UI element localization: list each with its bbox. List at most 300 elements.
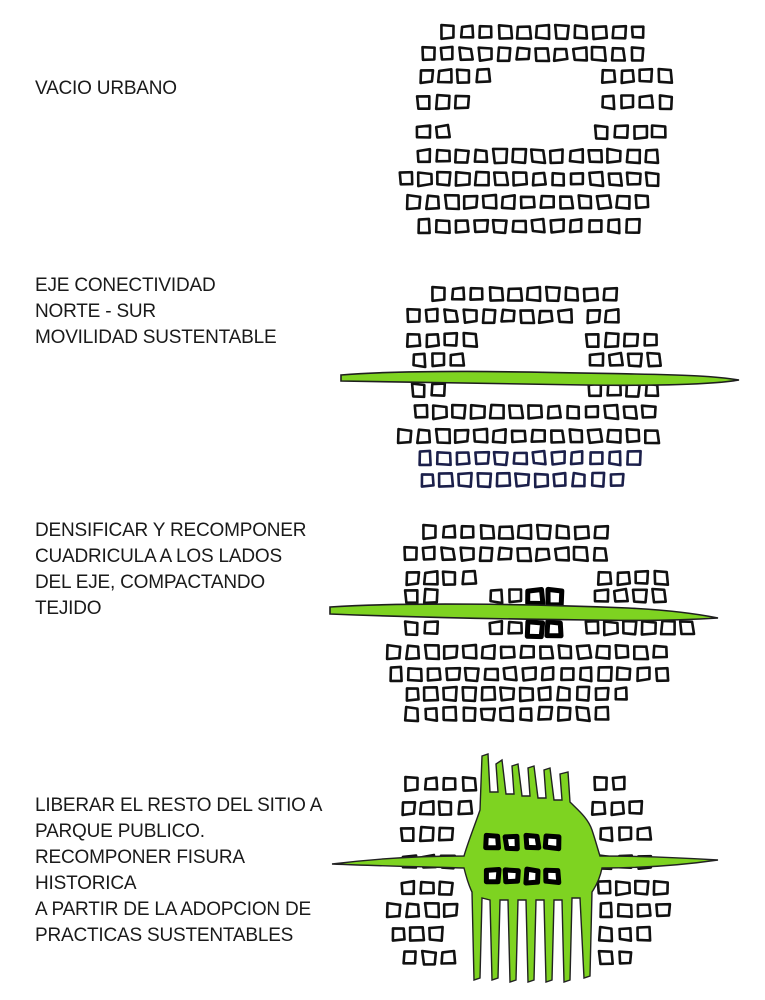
block-square [446,668,460,680]
block-square [571,451,582,464]
block-square [442,951,456,964]
block-square [623,621,636,634]
block-square [545,836,559,849]
block-square [433,406,447,420]
block-square [590,354,603,366]
block-square [548,406,561,418]
block-square [572,473,584,486]
block-square [490,621,502,634]
block-square [490,405,504,418]
block-square [628,354,642,367]
block-square [599,927,612,941]
block-square [439,828,453,840]
block-square [584,288,598,301]
block-square [439,802,451,815]
block-square [405,777,417,791]
block-square [602,70,615,83]
block-square [426,196,439,209]
block-square [420,801,433,814]
block-square [536,549,549,561]
caption-line: HISTORICA [35,873,137,894]
block-square [660,95,672,109]
block-square [621,96,633,109]
block-square [624,407,637,419]
block-square [465,668,479,681]
block-square [609,451,620,465]
block-square [425,645,439,659]
sketch-parque-publico [330,752,725,992]
block-square [500,707,513,721]
block-square [423,525,435,539]
block-square [498,48,510,61]
block-square [598,667,611,681]
block-square [497,473,510,486]
block-square [533,451,546,464]
block-square [586,621,598,633]
block-square [427,334,439,347]
block-square [425,778,437,790]
block-square [601,828,613,841]
block-square [659,69,672,83]
block-square [614,589,628,601]
block-square [455,150,468,163]
block-square [632,27,643,38]
block-square [482,645,495,658]
block-square [577,707,590,721]
block-square [604,405,618,419]
block-square [502,195,515,208]
block-square [636,571,648,583]
block-square [532,430,545,442]
block-square [589,220,601,232]
block-square [553,173,564,185]
block-square [509,590,521,603]
block-square [463,645,476,658]
block-square [471,288,483,300]
block-square [619,828,631,841]
block-square [551,219,564,232]
block-square [554,49,567,61]
block-square [638,927,651,940]
block-square [541,196,554,208]
block-square [609,353,623,365]
block-square [481,709,495,721]
block-square [557,687,569,700]
block-square [452,288,464,300]
block-square [493,149,507,163]
block-square [424,571,437,584]
block-square [548,589,562,605]
block-square [505,870,518,882]
caption-line: DEL EJE, COMPACTANDO [35,572,266,593]
block-square [485,669,498,680]
block-square [654,646,667,657]
block-square [608,219,619,233]
block-square [445,333,457,345]
block-square [444,646,457,659]
block-square [528,405,541,418]
block-square [526,869,538,883]
block-square [595,526,608,538]
block-square [656,668,668,681]
caption-liberar [35,793,345,949]
block-square [627,173,641,185]
block-square [640,69,652,81]
block-square [605,333,618,347]
block-square [573,47,587,60]
block-square [539,311,552,323]
block-square [624,334,638,346]
block-square [536,48,550,61]
block-square [477,69,490,82]
block-square [479,48,492,61]
block-square [441,25,453,39]
block-square [398,429,411,443]
block-square [493,429,506,442]
block-square [404,952,416,964]
block-square [607,149,620,163]
block-square [598,881,610,893]
block-square [618,572,630,585]
block-square [546,870,559,882]
block-square [513,221,526,232]
block-square [632,47,643,60]
block-square [552,451,565,464]
block-square [656,904,670,916]
block-square [514,453,527,464]
block-square [444,707,457,720]
block-square [604,288,617,300]
block-square [490,287,503,300]
block-square [463,777,476,790]
block-square [407,195,420,209]
block-square [521,197,535,208]
block-square [595,777,607,790]
block-square [405,590,417,602]
block-square [423,547,435,560]
block-square [403,802,415,815]
block-square [508,289,522,301]
block-square [592,802,605,815]
block-square [577,645,591,658]
block-square [391,667,402,681]
block-square [493,220,507,233]
caption-densificar [35,518,345,622]
block-square [475,150,487,162]
block-square [486,835,499,847]
block-square [571,173,583,184]
block-square [599,951,613,964]
block-square [415,405,427,417]
block-square [575,25,587,38]
block-square [598,572,611,585]
block-square [554,473,566,486]
block-square [542,667,553,680]
block-square [455,96,469,108]
block-square [640,96,653,108]
block-square [517,48,530,60]
block-square [609,174,622,186]
block-square [457,453,470,465]
block-square [642,621,656,634]
block-square [595,126,607,139]
block-square [436,429,450,443]
block-square [537,525,550,539]
block-square [612,48,625,60]
block-square [518,525,531,539]
block-square [630,801,642,813]
block-square [410,927,424,940]
block-square [638,828,651,840]
block-square [406,646,419,659]
block-square [422,951,436,964]
block-square [407,572,419,585]
block-square [481,525,494,538]
block-square [527,622,542,637]
block-square [494,173,508,186]
block-square [426,309,438,322]
block-square [588,310,600,323]
green-axis-north-south [330,604,718,620]
block-square [592,47,606,61]
block-square [407,334,420,347]
block-square [555,25,568,39]
block-square [589,150,602,162]
block-square [424,589,437,603]
block-square [601,903,612,917]
block-square [482,687,495,700]
block-square [579,195,591,208]
block-square [458,473,471,487]
block-square [616,688,627,700]
block-square [627,451,640,465]
block-square [612,802,624,815]
block-square [444,904,457,917]
block-square [471,405,485,418]
block-square [636,195,648,208]
block-square [420,827,433,841]
block-square [566,287,578,300]
block-square [613,777,625,790]
block-square [418,173,432,187]
block-square [437,172,450,185]
block-square [575,526,589,539]
block-square [520,688,533,701]
block-square [626,219,639,233]
block-square [462,526,474,538]
block-square [559,645,571,658]
block-square [464,708,476,721]
caption-line: PARQUE PUBLICO. [35,821,205,842]
block-square [523,667,536,680]
block-square [405,707,418,721]
block-square [604,622,618,636]
block-square [504,667,517,680]
block-square [513,172,526,185]
block-square [634,126,647,139]
block-square [443,687,456,701]
block-square [570,429,582,442]
block-square [531,150,545,164]
block-square [401,828,413,840]
block-square [605,309,618,322]
block-square [570,149,583,162]
block-square [478,473,491,487]
sketch-vacio-urbano [390,18,690,248]
block-square [417,126,430,138]
block-square [499,25,512,38]
block-square [521,646,534,658]
block-square [387,903,400,917]
block-square [536,25,549,39]
block-square [502,310,515,322]
block-square [426,708,437,720]
block-square [461,548,474,561]
block-square [634,647,648,660]
block-square [546,287,559,301]
block-square [417,430,430,443]
block-square [457,70,469,83]
block-square [432,354,444,367]
block-square [597,195,611,208]
block-square [620,928,631,940]
block-square [459,48,472,60]
block-square [558,707,570,720]
block-square [422,474,434,486]
block-square [491,590,503,603]
block-square [432,287,444,301]
caption-line: NORTE - SUR [35,301,156,322]
block-square [432,384,445,396]
caption-line: DENSIFICAR Y RECOMPONER [35,520,307,541]
block-square [645,431,659,444]
block-square [617,668,630,680]
block-square [480,26,492,38]
block-square [521,310,535,323]
block-square [555,547,569,560]
block-square [527,287,540,301]
block-square [532,219,545,232]
block-square [528,590,543,604]
block-square [570,219,581,232]
block-square [586,334,598,346]
block-square [517,27,531,39]
block-square [464,310,477,323]
block-square [475,172,489,185]
block-square [455,430,468,443]
block-square [407,688,419,700]
caption-line: TEJIDO [35,598,102,619]
block-square [509,622,522,633]
block-square [533,173,546,185]
block-square [520,709,531,721]
block-square [526,835,539,847]
block-square [414,354,426,367]
block-square [429,927,442,941]
block-square [480,548,492,561]
block-square [505,836,517,848]
caption-eje-conectividad [35,273,345,351]
block-square [387,645,400,659]
block-square [437,150,450,161]
caption-line: PRACTICAS SUSTENTABLES [35,925,294,946]
block-square [560,197,573,209]
block-square [445,195,459,209]
block-square [538,707,552,720]
block-square [475,452,489,464]
block-square [512,431,526,442]
block-square [509,406,523,419]
block-square [464,333,477,347]
block-square [400,172,412,184]
block-square [463,571,476,584]
block-square [596,688,609,700]
block-square [421,70,433,83]
block-square [412,384,424,397]
block-square [661,621,675,634]
sketch-densificar [328,522,723,727]
block-square [577,687,589,701]
block-square [437,452,450,465]
block-square [419,219,430,233]
block-square [425,903,439,917]
block-square [616,645,628,658]
block-square [452,405,465,418]
block-square [405,547,417,560]
block-square [627,429,639,442]
block-square [456,172,470,185]
caption-vacio-urbano [35,76,345,102]
block-square [474,429,487,442]
block-square [483,195,496,208]
block-square [580,667,591,681]
block-square [574,547,588,561]
block-square [436,125,450,137]
block-square [405,622,417,635]
block-square [654,881,668,894]
block-square [655,571,668,585]
block-square [627,150,640,163]
block-square [402,881,414,894]
block-square [647,353,660,366]
block-square [439,473,453,486]
block-square [594,548,607,560]
caption-line: CUADRICULA A LOS LADOS [35,546,282,567]
block-square [444,310,457,322]
block-square [645,334,657,345]
block-square [423,47,435,60]
block-square [443,572,455,585]
block-square [539,687,551,700]
block-square [459,801,472,814]
block-square [499,527,513,539]
block-square [436,220,449,233]
block-square [515,474,529,487]
block-square [499,548,512,560]
block-square [461,26,473,38]
block-square [588,429,602,442]
block-square [408,309,420,322]
caption-line: A PARTIR DE LA ADOPCION DE [35,899,312,920]
block-square [547,622,561,636]
block-square [494,452,508,465]
block-square [557,525,569,538]
block-square [513,149,527,163]
block-square [417,96,429,108]
block-square [408,668,421,681]
block-square [611,474,624,486]
block-square [393,928,405,940]
